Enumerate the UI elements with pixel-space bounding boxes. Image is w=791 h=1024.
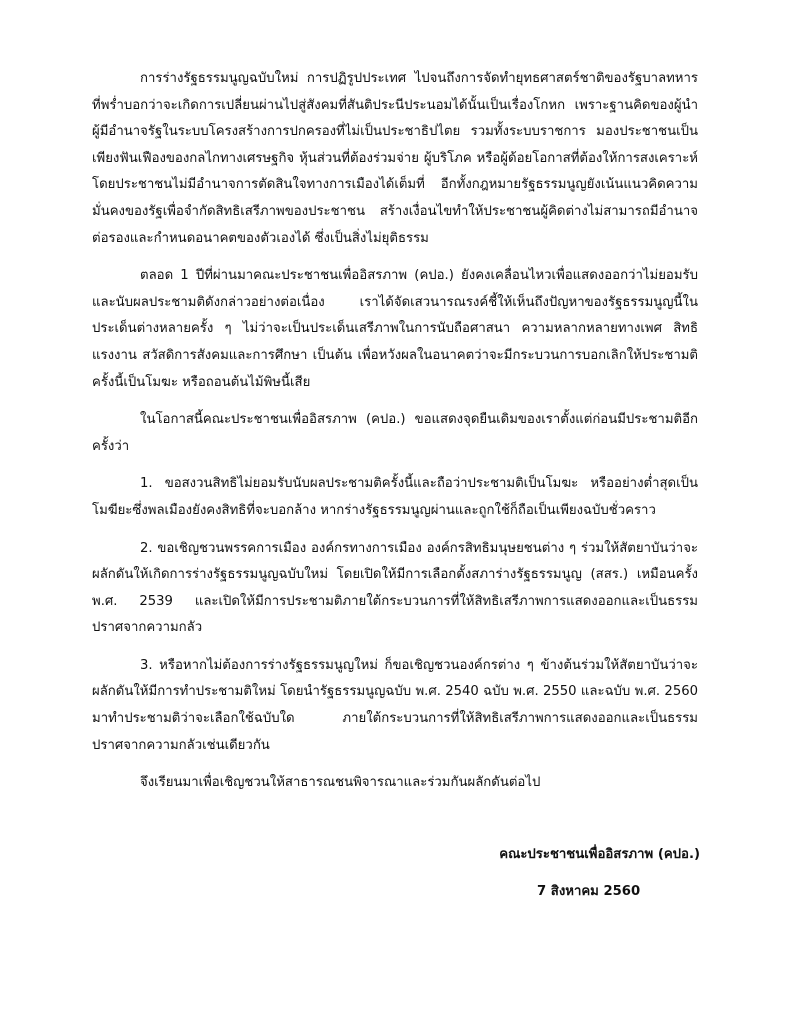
paragraph-one-year: ตลอด 1 ปีที่ผ่านมาคณะประชาชนเพื่ออิสรภาพ (คปอ.) ยังคงเคลื่อนไหวเพื่อแสดงออกว่าไม่ยอมรับและนับผลประชามติดังกล่าวอย่างต่อเนื่อง เราได้จัดเสวนารณรงค์ชี้ให้เห็นถึงปัญหาของรัฐธรรมนูญนี้ในประเด็นต่างหลายครั้ง ๆ ไม่ว่าจะเป็นประเด็นเสรีภาพในการนับถือศาสนา ความหลากหลายทางเพศ สิทธิแรงงาน สวัสดิการสังคมและการศึกษา เป็นต้น เพื่อหวังผลในอนาคตว่าจะมีกระบวนการบอกเลิกให้ประชามติครั้งนี้เป็นโมฆะ หรือถอนต้นไม้พิษนี้เสีย [92, 268, 698, 390]
paragraph-point-1: 1. ขอสงวนสิทธิไม่ยอมรับนับผลประชามติครั้งนี้และถือว่าประชามติเป็นโมฆะ หรืออย่างต่ำสุดเป็นโมฆียะซึ่งพลเมืองยังคงสิทธิที่จะบอกล้าง หากร่างรัฐธรรมนูญผ่านและถูกใช้ก็ถือเป็นเพียงฉบับชั่วคราว [92, 476, 698, 518]
paragraph-position-intro: ในโอกาสนี้คณะประชาชนเพื่ออิสรภาพ (คปอ.) ขอแสดงจุดยืนเดิมของเราตั้งแต่ก่อนมีประชามติอีกครั้งว่า [92, 412, 698, 454]
paragraph-gap [92, 759, 698, 770]
document-body [92, 66, 698, 797]
paragraph-closing: จึงเรียนมาเพื่อเชิญชวนให้สาธารณชนพิจารณาและร่วมกันผลักดันต่อไป [140, 775, 541, 791]
paragraph-gap [92, 642, 698, 653]
document-date: 7 สิงหาคม 2560 [537, 884, 641, 899]
paragraph-point-3: 3. หรือหากไม่ต้องการร่างรัฐธรรมนูญใหม่ ก็ขอเชิญชวนองค์กรต่าง ๆ ข้างต้นร่วมให้สัตยาบันว่าจะผลักดันให้มีการทำประชามติใหม่ โดยนำรัฐธรรมนูญฉบับ พ.ศ. 2540 ฉบับ พ.ศ. 2550 และฉบับ พ.ศ. 2560 มาทำประชามติว่าจะเลือกใช้ฉบับใด ภายใต้กระบวนการที่ให้สิทธิเสรีภาพการแสดงออกและเป็นธรรมปราศจากความกลัวเช่นเดียวกัน [92, 657, 698, 753]
paragraph-point-2: 2. ขอเชิญชวนพรรคการเมือง องค์กรทางการเมือง องค์กรสิทธิมนุษยชนต่าง ๆ ร่วมให้สัตยาบันว่าจะผลักดันให้เกิดการร่างรัฐธรรมนูญฉบับใหม่ โดยเปิดให้มีการเลือกตั้งสภาร่างรัฐธรรมนูญ (สสร.) เหมือนครั้ง พ.ศ. 2539 และเปิดให้มีการประชามติภายใต้กระบวนการที่ให้สิทธิเสรีภาพการแสดงออกและเป็นธรรมปราศจากความกลัว [92, 540, 698, 636]
signature: คณะประชาชนเพื่ออิสรภาพ (คปอ.) [499, 847, 700, 862]
paragraph-gap [92, 252, 698, 263]
paragraph-intro: การร่างรัฐธรรมนูญฉบับใหม่ การปฏิรูปประเทศ ไปจนถึงการจัดทำยุทธศาสตร์ชาติของรัฐบาลทหาร ที่พร่ำบอกว่าจะเกิดการเปลี่ยนผ่านไปสู่สังคมที่สันติประนีประนอมได้นั้นเป็นเรื่องโกหก เพราะฐานคิดของผู้นำผู้มีอำนาจรัฐในระบบโครงสร้างการปกครองที่ไม่เป็นประชาธิปไตย รวมทั้งระบบราชการ มองประชาชนเป็นเพียงฟันเฟืองของกลไกทางเศรษฐกิจ หุ้นส่วนที่ต้องร่วมจ่าย ผู้บริโภค หรือผู้ด้อยโอกาสที่ต้องให้การสงเคราะห์ โดยประชาชนไม่มีอำนาจการตัดสินใจทางการเมืองได้เต็มที่ อีกทั้งกฎหมายรัฐธรรมนูญยังเน้นแนวคิดความมั่นคงของรัฐเพื่อจำกัดสิทธิเสรีภาพของประชาชน สร้างเงื่อนไขทำให้ประชาชนผู้คิดต่างไม่สามารถมีอำนาจต่อรองและกำหนดอนาคตของตัวเองได้ ซึ่งเป็นสิ่งไม่ยุติธรรม [92, 71, 698, 246]
paragraph-gap [92, 525, 698, 536]
paragraph-gap [92, 460, 698, 471]
paragraph-gap [92, 396, 698, 407]
